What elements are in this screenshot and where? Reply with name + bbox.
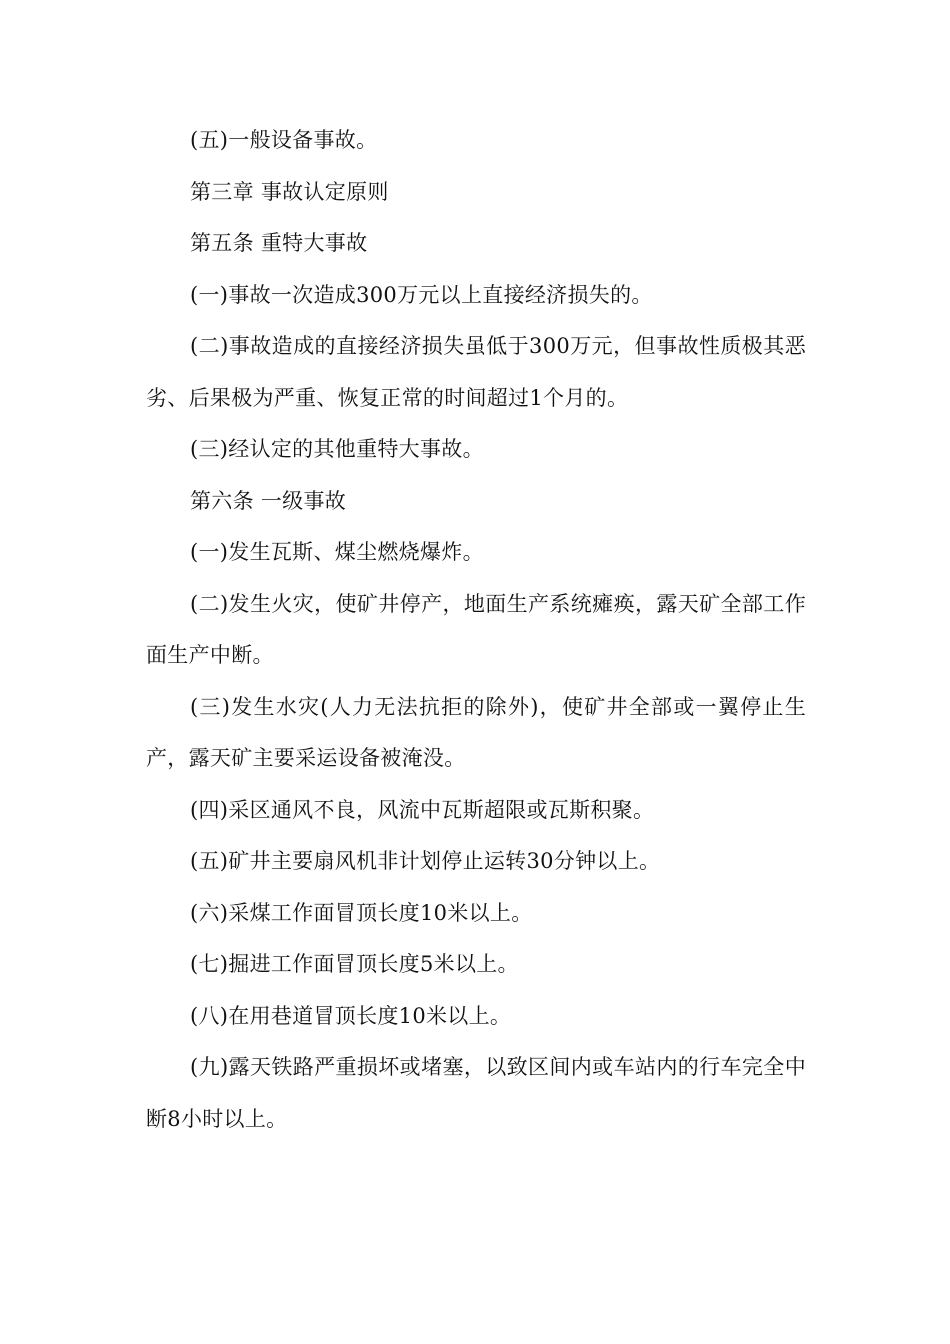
- article-5-item-2: (二)事故造成的直接经济损失虽低于300万元，但事故性质极其恶劣、后果极为严重、恢复正常的时间超过1个月的。: [146, 334, 806, 410]
- chapter-heading-3: 第三章 事故认定原则: [190, 179, 389, 204]
- article-6-item-1: (一)发生瓦斯、煤尘燃烧爆炸。: [190, 540, 484, 564]
- article-6-item-5: (五)矿井主要扇风机非计划停止运转30分钟以上。: [190, 849, 661, 873]
- article-6-item-3: (三)发生水灾(人力无法抗拒的除外)，使矿井全部或一翼停止生产，露天矿主要采运设备被淹没。: [146, 694, 806, 770]
- article-heading-5: 第五条 重特大事故: [190, 231, 368, 255]
- article-6-item-2: (二)发生火灾，使矿井停产，地面生产系统瘫痪，露天矿全部工作面生产中断。: [146, 591, 806, 667]
- article-6-item-6: (六)采煤工作面冒顶长度10米以上。: [190, 900, 533, 925]
- article-6-item-7: (七)掘进工作面冒顶长度5米以上。: [190, 952, 519, 976]
- article-6-item-8: (八)在用巷道冒顶长度10米以上。: [190, 1003, 512, 1028]
- document-body: [146, 115, 806, 1145]
- paragraph-general-equipment-accident: (五)一般设备事故。: [190, 128, 378, 152]
- article-5-item-1: (一)事故一次造成300万元以上直接经济损失的。: [190, 282, 653, 307]
- article-6-item-9: (九)露天铁路严重损坏或堵塞，以致区间内或车站内的行车完全中断8小时以上。: [146, 1055, 806, 1131]
- article-heading-6: 第六条 一级事故: [190, 488, 347, 513]
- article-6-item-4: (四)采区通风不良，风流中瓦斯超限或瓦斯积聚。: [190, 797, 655, 822]
- article-5-item-3: (三)经认定的其他重特大事故。: [190, 437, 484, 461]
